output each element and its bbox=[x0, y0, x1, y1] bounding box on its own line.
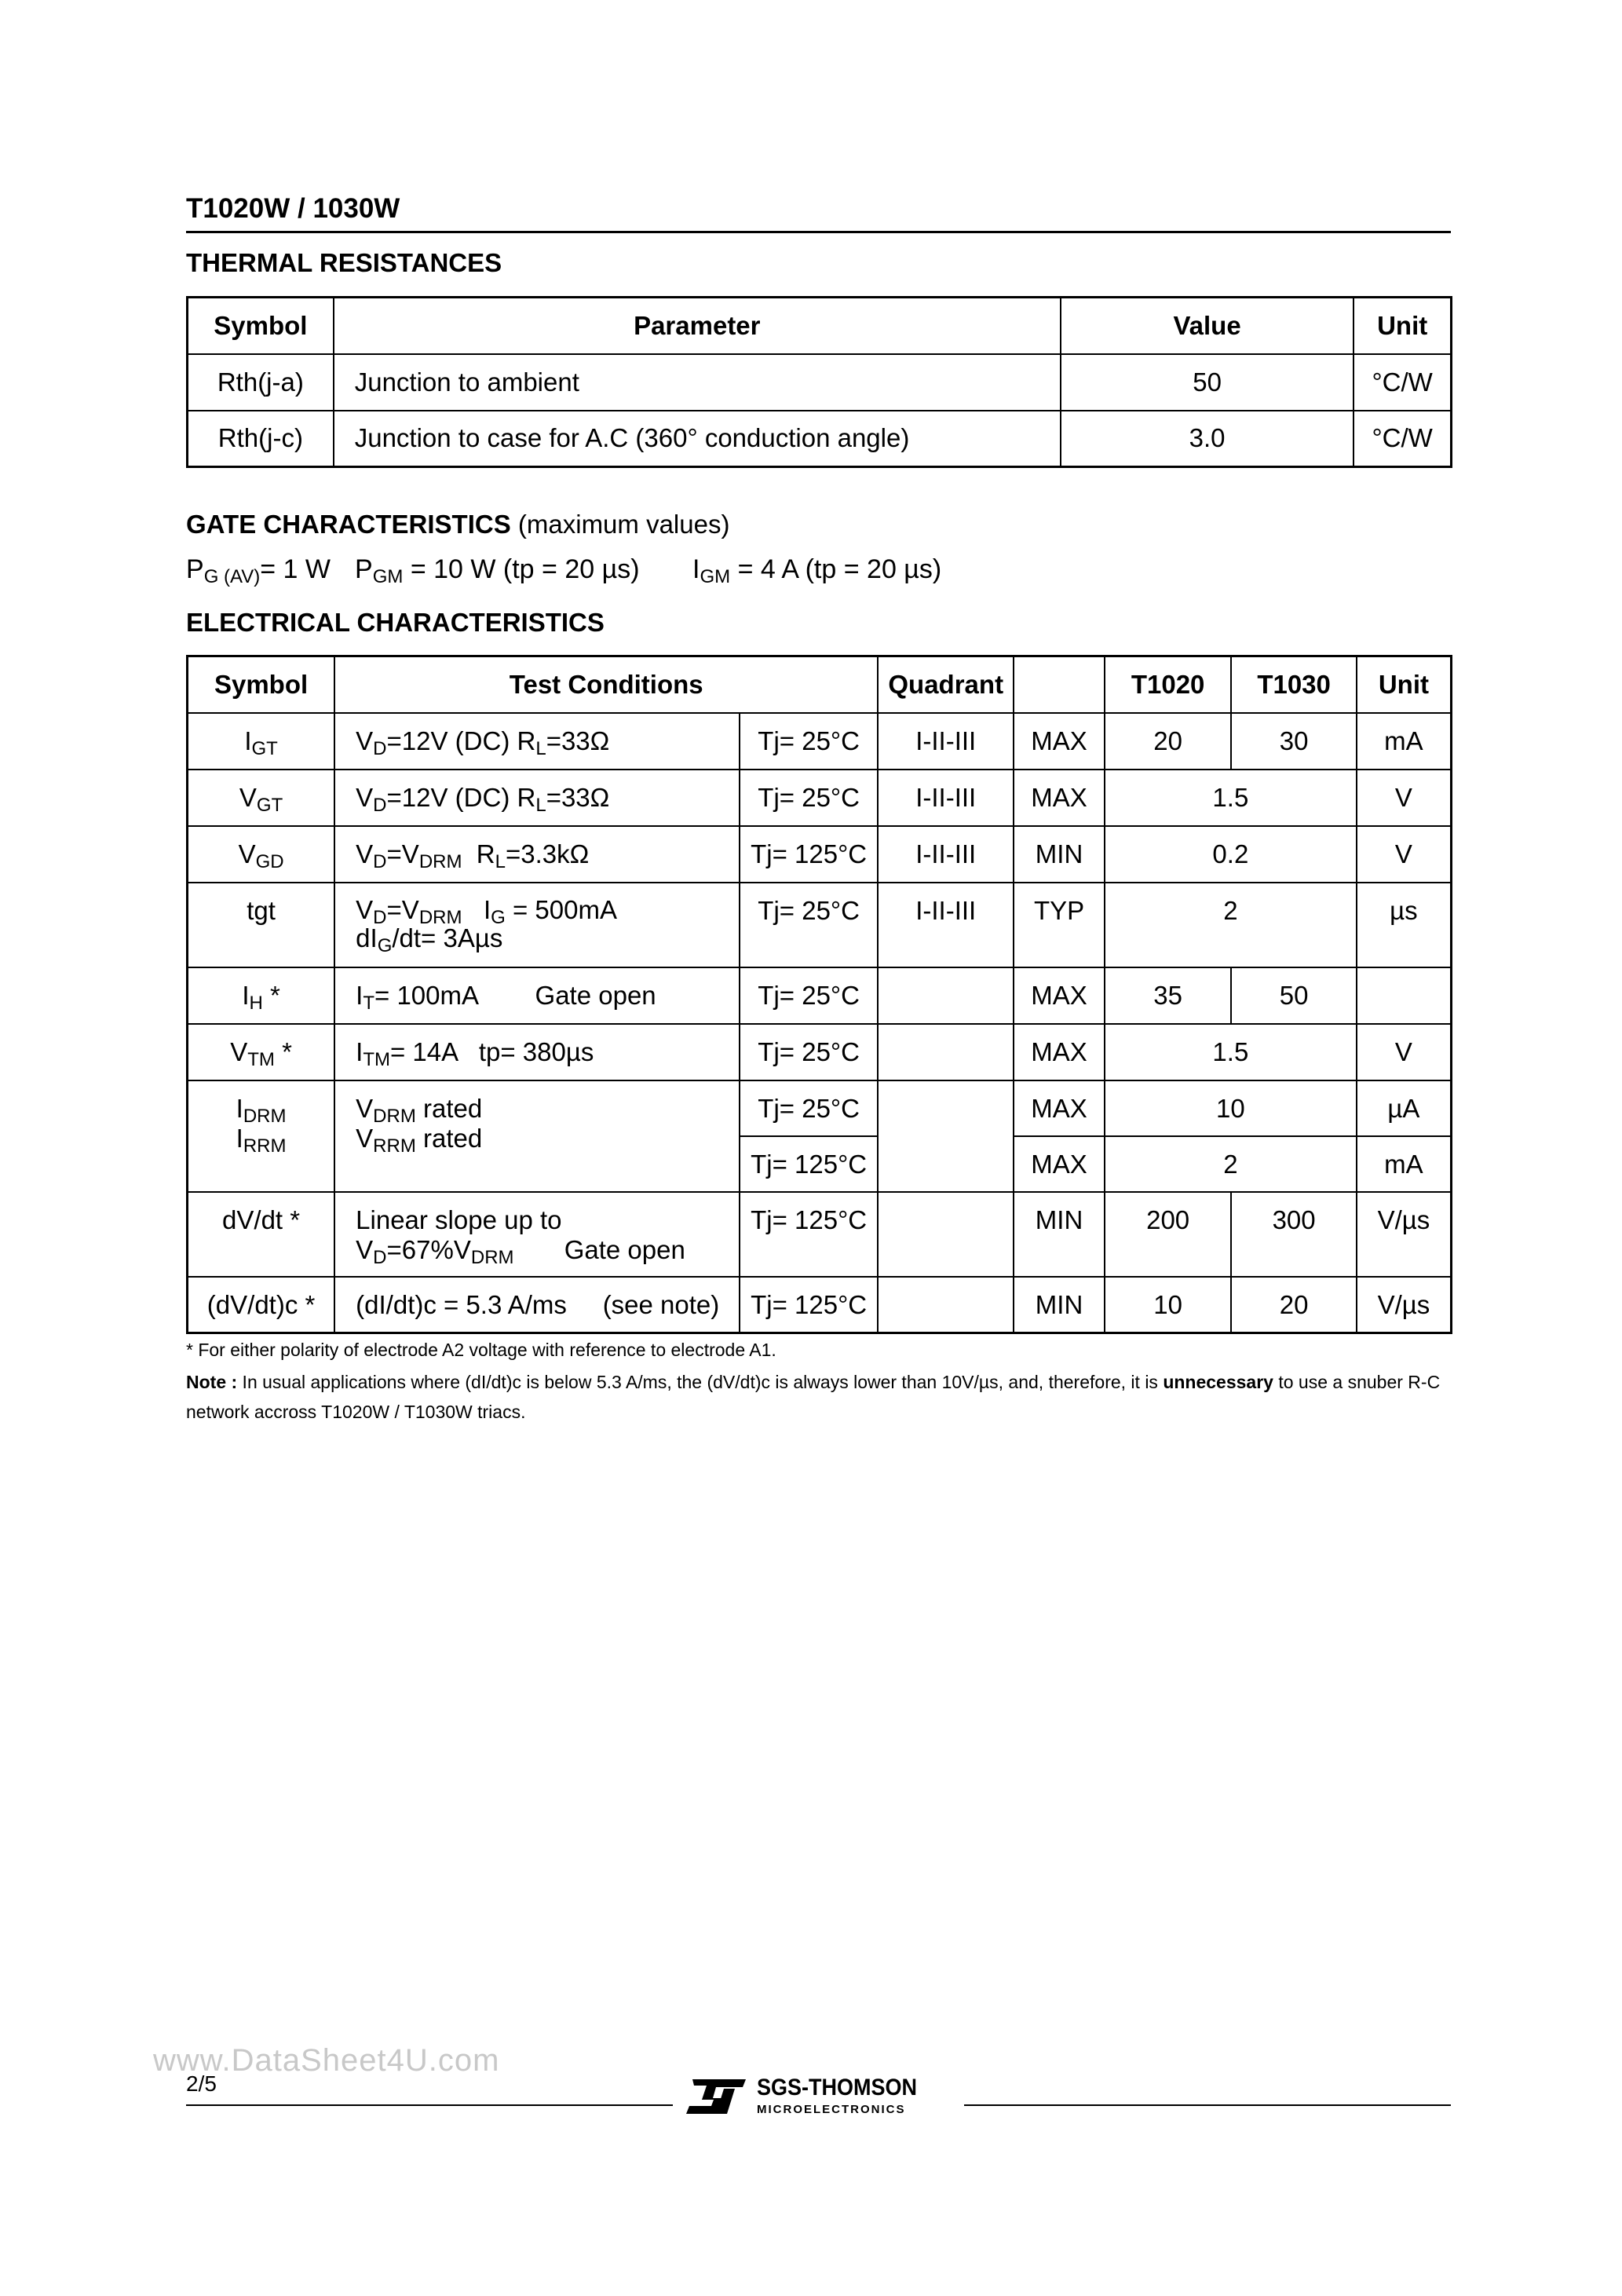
cell-symbol: (dV/dt)c * bbox=[188, 1277, 335, 1333]
th-quadrant: Quadrant bbox=[878, 656, 1014, 713]
cell-kind: MAX bbox=[1014, 1024, 1105, 1080]
cell-symbol: $I_H$ * bbox=[188, 967, 335, 1024]
page-number: 2/5 bbox=[186, 2071, 217, 2096]
table-row bbox=[188, 826, 1452, 883]
cell-symbol: Rth(j-a) bbox=[188, 354, 334, 411]
brand-subtitle: MICROELECTRONICS bbox=[757, 2103, 906, 2116]
cell-conditions: $V_D=V_{DRM}$ $R_L=3.3k\Omega$ bbox=[334, 826, 740, 883]
cell-conditions: (dI/dt)c = 5.3 A/ms (see note) bbox=[334, 1277, 740, 1333]
cell-unit: V bbox=[1357, 770, 1452, 826]
cell-t1020: 10 bbox=[1105, 1277, 1231, 1333]
st-logo bbox=[685, 2075, 952, 2122]
table-row bbox=[188, 967, 1452, 1024]
th-unit: Unit bbox=[1353, 298, 1451, 354]
page-title: T1020W / 1030W bbox=[186, 193, 400, 224]
cell-unit: mA bbox=[1357, 713, 1452, 770]
cell-tj: Tj= 25°C bbox=[740, 1080, 878, 1136]
cell-symbol: $V_{TM}$ * bbox=[188, 1024, 335, 1080]
cell-t1030: 50 bbox=[1231, 967, 1356, 1024]
cell-conditions: $I_{TM}= 14A$ tp= 380µs bbox=[334, 1024, 740, 1080]
gate-heading bbox=[186, 511, 729, 537]
cell-kind: TYP bbox=[1014, 883, 1105, 967]
cell-kind: MAX bbox=[1014, 1080, 1105, 1136]
cell-symbol: Rth(j-c) bbox=[188, 411, 334, 467]
cell-kind: MIN bbox=[1014, 1277, 1105, 1333]
cell-quadrant bbox=[878, 1192, 1014, 1277]
cell-symbol: $V_{GD}$ bbox=[188, 826, 335, 883]
cell-conditions: $V_{DRM}$ rated $V_{RRM}$ rated bbox=[334, 1080, 740, 1192]
cell-unit: V/µs bbox=[1357, 1277, 1452, 1333]
watermark: www.DataSheet4U.com bbox=[153, 2043, 500, 2078]
cell-quadrant: I-II-III bbox=[878, 770, 1014, 826]
cell-symbol: tgt bbox=[188, 883, 335, 967]
cell-conditions: $I_T= 100mA$ Gate open bbox=[334, 967, 740, 1024]
cell-value: 10 bbox=[1105, 1080, 1357, 1136]
table-row bbox=[188, 1024, 1452, 1080]
cell-quadrant: I-II-III bbox=[878, 713, 1014, 770]
title-rule bbox=[186, 231, 1451, 233]
cell-tj: Tj= 25°C bbox=[740, 967, 878, 1024]
table-row bbox=[188, 354, 1452, 411]
cell-unit: mA bbox=[1357, 1136, 1452, 1192]
cell-tj: Tj= 125°C bbox=[740, 1136, 878, 1192]
gate-heading-note: (maximum values) bbox=[517, 510, 730, 539]
cell-kind: MAX bbox=[1014, 967, 1105, 1024]
cell-tj: Tj= 25°C bbox=[740, 713, 878, 770]
th-t1020: T1020 bbox=[1105, 656, 1231, 713]
table-row bbox=[188, 1277, 1452, 1333]
cell-unit: µA bbox=[1357, 1080, 1452, 1136]
cell-t1020: 200 bbox=[1105, 1192, 1231, 1277]
cell-conditions: Linear slope up to $V_D=67\%V_{DRM}$ Gate open bbox=[334, 1192, 740, 1277]
cell-parameter: Junction to case for A.C (360° conduction angle) bbox=[334, 411, 1061, 467]
cell-value: 0.2 bbox=[1105, 826, 1357, 883]
cell-quadrant: I-II-III bbox=[878, 883, 1014, 967]
table-row bbox=[188, 1080, 1452, 1136]
thermal-header-row bbox=[188, 298, 1452, 354]
th-t1030: T1030 bbox=[1231, 656, 1356, 713]
cell-value: 2 bbox=[1105, 1136, 1357, 1192]
table-row bbox=[188, 411, 1452, 467]
cell-kind: MAX bbox=[1014, 1136, 1105, 1192]
th-unit: Unit bbox=[1357, 656, 1452, 713]
electrical-header-row bbox=[188, 656, 1452, 713]
cell-value: 2 bbox=[1105, 883, 1357, 967]
cell-value: 1.5 bbox=[1105, 1024, 1357, 1080]
cell-t1030: 300 bbox=[1231, 1192, 1356, 1277]
cell-conditions: $V_D=12V$ (DC) $R_L=33\Omega$ bbox=[334, 713, 740, 770]
cell-unit: µs bbox=[1357, 883, 1452, 967]
thermal-heading: THERMAL RESISTANCES bbox=[186, 248, 502, 277]
cell-t1020: 35 bbox=[1105, 967, 1231, 1024]
th-value: Value bbox=[1061, 298, 1353, 354]
footer-rule-left bbox=[186, 2104, 673, 2106]
cell-parameter: Junction to ambient bbox=[334, 354, 1061, 411]
footnote-star: * For either polarity of electrode A2 voltage with reference to electrode A1. bbox=[186, 1340, 776, 1360]
cell-unit: V bbox=[1357, 1024, 1452, 1080]
cell-unit: °C/W bbox=[1353, 354, 1451, 411]
cell-kind: MIN bbox=[1014, 1192, 1105, 1277]
cell-symbol: dV/dt * bbox=[188, 1192, 335, 1277]
cell-unit: °C/W bbox=[1353, 411, 1451, 467]
cell-kind: MAX bbox=[1014, 713, 1105, 770]
pgm-value: $P_{GM} = 10$ W (tp = 20 µs) bbox=[355, 554, 640, 587]
cell-value: 50 bbox=[1061, 354, 1353, 411]
cell-unit: V bbox=[1357, 826, 1452, 883]
cell-tj: Tj= 25°C bbox=[740, 1024, 878, 1080]
cell-t1030: 30 bbox=[1231, 713, 1356, 770]
th-parameter: Parameter bbox=[334, 298, 1061, 354]
cell-quadrant bbox=[878, 1277, 1014, 1333]
cell-t1020: 20 bbox=[1105, 713, 1231, 770]
cell-kind: MAX bbox=[1014, 770, 1105, 826]
cell-quadrant bbox=[878, 967, 1014, 1024]
cell-unit: V/µs bbox=[1357, 1192, 1452, 1277]
table-row bbox=[188, 770, 1452, 826]
cell-value: 3.0 bbox=[1061, 411, 1353, 467]
cell-value: 1.5 bbox=[1105, 770, 1357, 826]
th-symbol: Symbol bbox=[188, 656, 335, 713]
table-row bbox=[188, 1192, 1452, 1277]
electrical-table bbox=[186, 655, 1452, 1334]
footer-rule-right bbox=[964, 2104, 1451, 2106]
th-blank bbox=[1014, 656, 1105, 713]
cell-quadrant bbox=[878, 1080, 1014, 1192]
th-test-conditions: Test Conditions bbox=[334, 656, 878, 713]
pgav-value: $P_{G (AV)}= 1$ W bbox=[186, 554, 331, 587]
cell-tj: Tj= 25°C bbox=[740, 883, 878, 967]
cell-symbol: $I_{DRM}$ $I_{RRM}$ bbox=[188, 1080, 335, 1192]
brand-name: SGS-THOMSON bbox=[757, 2075, 918, 2100]
footnote-note: Note : In usual applications where (dI/dt)c is below 5.3 A/ms, the (dV/dt)c is always lower than 10V/µs, and, therefore, it is unnecessary to use a snuber R-C network accross T1020W / T1030W triacs. bbox=[186, 1372, 1441, 1422]
table-row bbox=[188, 713, 1452, 770]
table-row bbox=[188, 883, 1452, 967]
cell-symbol: $V_{GT}$ bbox=[188, 770, 335, 826]
cell-quadrant: I-II-III bbox=[878, 826, 1014, 883]
cell-t1030: 20 bbox=[1231, 1277, 1356, 1333]
igm-value: $I_{GM} = 4$ A (tp = 20 µs) bbox=[692, 554, 942, 587]
cell-tj: Tj= 125°C bbox=[740, 826, 878, 883]
cell-kind: MIN bbox=[1014, 826, 1105, 883]
cell-symbol: $I_{GT}$ bbox=[188, 713, 335, 770]
cell-tj: Tj= 125°C bbox=[740, 1277, 878, 1333]
cell-quadrant bbox=[878, 1024, 1014, 1080]
electrical-heading: ELECTRICAL CHARACTERISTICS bbox=[186, 608, 605, 637]
cell-tj: Tj= 25°C bbox=[740, 770, 878, 826]
cell-tj: Tj= 125°C bbox=[740, 1192, 878, 1277]
cell-unit bbox=[1357, 967, 1452, 1024]
cell-conditions: $V_D=V_{DRM}$ $I_G = 500mA$ $dI_G/dt= 3A\mu s$ bbox=[334, 883, 740, 967]
thermal-table bbox=[186, 296, 1452, 468]
st-logo-icon bbox=[685, 2075, 747, 2119]
gate-heading-label: GATE CHARACTERISTICS bbox=[186, 510, 511, 539]
th-symbol: Symbol bbox=[188, 298, 334, 354]
cell-conditions: $V_D=12V$ (DC) $R_L=33\Omega$ bbox=[334, 770, 740, 826]
